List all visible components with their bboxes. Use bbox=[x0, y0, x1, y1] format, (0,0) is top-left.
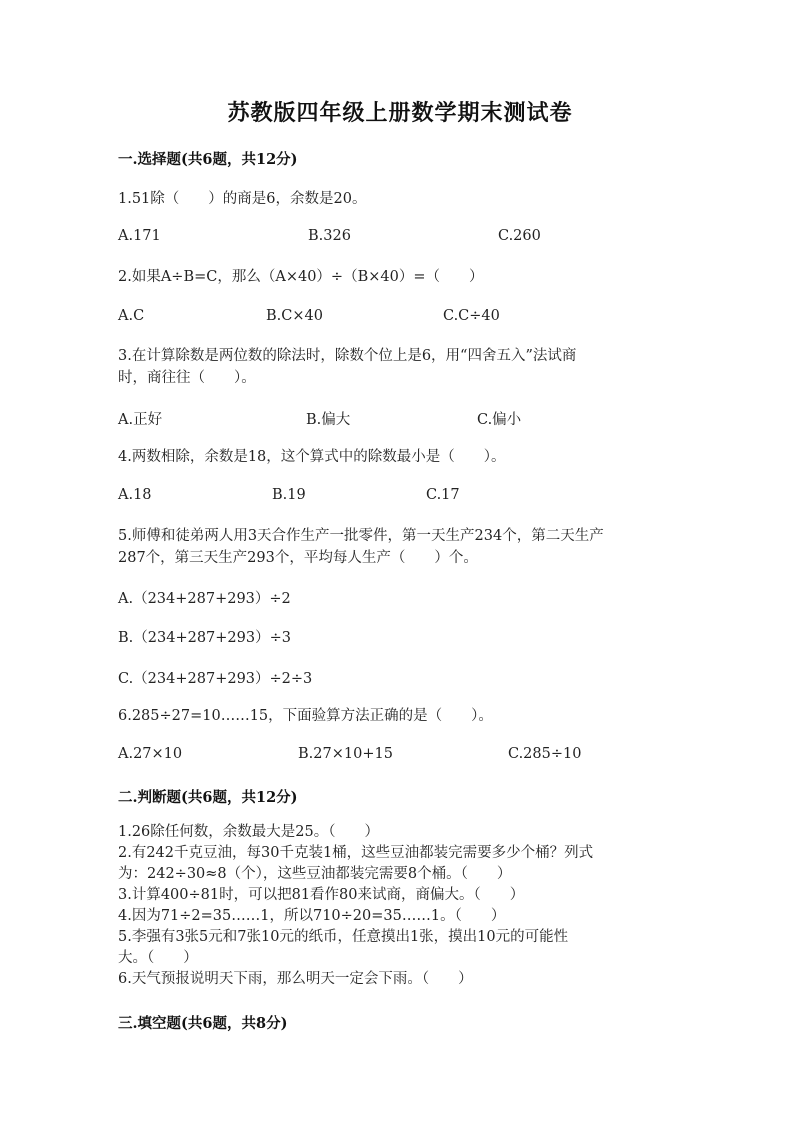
judgment-line-3: 为：242÷30≈8（个），这些豆油都装完需要8个桶。（ ） bbox=[118, 866, 512, 882]
section-heading-judgment: 二.判断题(共6题，共12分) bbox=[118, 789, 298, 806]
question-4: 4.两数相除，余数是18，这个算式中的除数最小是（ ）。 bbox=[118, 449, 506, 465]
question-3-line-1: 3.在计算除数是两位数的除法时，除数个位上是6，用“四舍五入”法试商 bbox=[118, 348, 577, 364]
section-heading-fill-in: 三.填空题(共6题，共8分) bbox=[118, 1015, 288, 1032]
q6-option-a: A.27×10 bbox=[118, 746, 183, 762]
q4-option-b: B.19 bbox=[272, 487, 306, 503]
q3-option-c: C.偏小 bbox=[477, 412, 522, 428]
q2-option-b: B.C×40 bbox=[266, 308, 323, 324]
judgment-line-5: 4.因为71÷2=35……1，所以710÷20=35……1。（ ） bbox=[118, 908, 506, 924]
q5-option-b: B.（234+287+293）÷3 bbox=[118, 630, 291, 646]
question-1: 1.51除（ ）的商是6，余数是20。 bbox=[118, 191, 367, 207]
judgment-line-6: 5.李强有3张5元和7张10元的纸币，任意摸出1张，摸出10元的可能性 bbox=[118, 929, 569, 945]
page-title: 苏教版四年级上册数学期末测试卷 bbox=[227, 100, 573, 126]
q1-option-a: A.171 bbox=[118, 228, 161, 244]
q4-option-a: A.18 bbox=[118, 487, 152, 503]
q4-option-c: C.17 bbox=[426, 487, 460, 503]
judgment-line-2: 2.有242千克豆油，每30千克装1桶，这些豆油都装完需要多少个桶？列式 bbox=[118, 845, 594, 861]
q3-option-b: B.偏大 bbox=[306, 412, 351, 428]
q2-option-c: C.C÷40 bbox=[443, 308, 500, 324]
question-2: 2.如果A÷B=C，那么（A×40）÷（B×40）=（ ） bbox=[118, 269, 484, 285]
question-5-line-2: 287个，第三天生产293个，平均每人生产（ ）个。 bbox=[118, 550, 478, 566]
judgment-line-4: 3.计算400÷81时，可以把81看作80来试商，商偏大。（ ） bbox=[118, 887, 525, 903]
section-heading-choice: 一.选择题(共6题，共12分) bbox=[118, 151, 298, 168]
q6-option-b: B.27×10+15 bbox=[298, 746, 393, 762]
q5-option-a: A.（234+287+293）÷2 bbox=[118, 591, 291, 607]
judgment-line-7: 大。（ ） bbox=[118, 950, 198, 966]
judgment-line-1: 1.26除任何数，余数最大是25。（ ） bbox=[118, 824, 379, 840]
q3-option-a: A.正好 bbox=[118, 412, 163, 428]
question-5-line-1: 5.师傅和徒弟两人用3天合作生产一批零件，第一天生产234个，第二天生产 bbox=[118, 528, 604, 544]
q1-option-b: B.326 bbox=[308, 228, 351, 244]
question-3-line-2: 时，商往往（ ）。 bbox=[118, 370, 256, 386]
q6-option-c: C.285÷10 bbox=[508, 746, 582, 762]
judgment-line-8: 6.天气预报说明天下雨，那么明天一定会下雨。（ ） bbox=[118, 971, 473, 987]
q5-option-c: C.（234+287+293）÷2÷3 bbox=[118, 671, 313, 687]
q2-option-a: A.C bbox=[118, 308, 145, 324]
question-6: 6.285÷27=10……15，下面验算方法正确的是（ ）。 bbox=[118, 708, 493, 724]
q1-option-c: C.260 bbox=[498, 228, 541, 244]
